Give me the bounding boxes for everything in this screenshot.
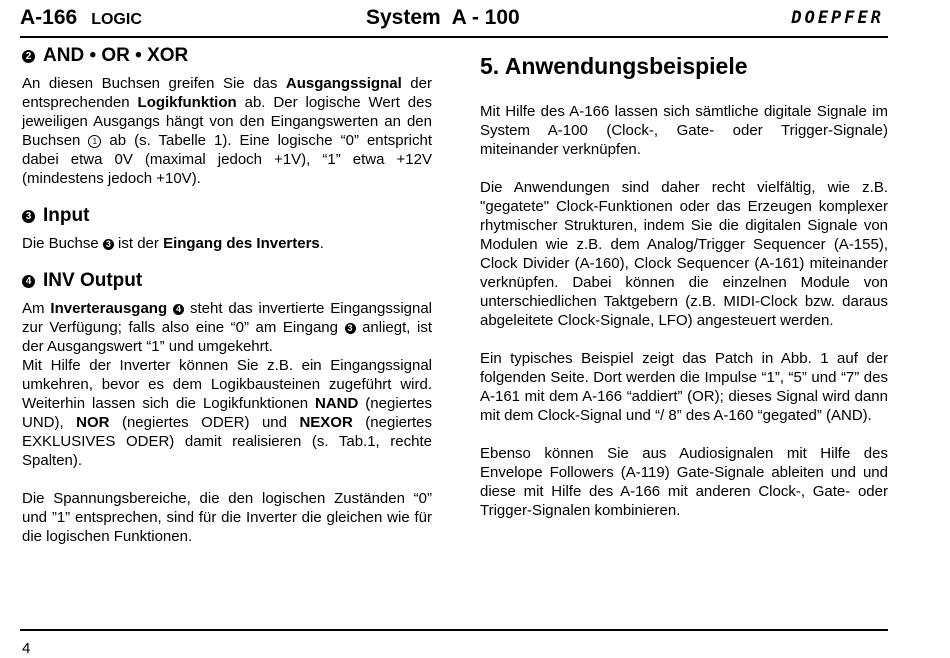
module-number: A-166 bbox=[20, 6, 78, 29]
section-number-badge: 4 bbox=[22, 275, 35, 288]
paragraph-overview: Mit Hilfe des A-166 lassen sich sämtliche digitale Signale im System A-100 (Clock-, Gate- oder Trigger-Signale) miteinander verknüpfen. bbox=[480, 103, 888, 158]
paragraph-input bbox=[22, 234, 432, 253]
section-heading-input bbox=[22, 204, 432, 228]
bold-term: Eingang des Inverters bbox=[163, 235, 320, 252]
bold-term: Ausgangssignal bbox=[285, 75, 402, 92]
text-run: (negiertes UND), bbox=[22, 395, 432, 431]
bold-term: Inverterausgang bbox=[50, 300, 168, 317]
text-run: anliegt, ist der Ausgangswert “1” und umgekehrt. bbox=[22, 319, 432, 355]
text-run: ab. Der logische Wert des jeweiligen Ausgangs hängt von den Eingangswerten an den Buchsen bbox=[22, 94, 432, 149]
section-title: Input bbox=[43, 205, 90, 226]
bold-term: NAND bbox=[315, 395, 359, 412]
section-number-badge: 3 bbox=[22, 210, 35, 223]
inline-number-badge: 4 bbox=[173, 304, 184, 315]
inline-number-badge: 3 bbox=[103, 239, 114, 250]
page-header bbox=[20, 6, 888, 32]
section-title: AND • OR • XOR bbox=[43, 45, 189, 66]
module-name: LOGIC bbox=[91, 11, 142, 28]
text-run: . bbox=[319, 235, 324, 252]
text-run: Die Buchse bbox=[22, 235, 103, 252]
paragraph-voltage-ranges: Die Spannungsbereiche, die den logischen Zuständen “0” und ”1” entsprechen, sind für die Inverter die gleichen wie für die logischen Funktionen. bbox=[22, 490, 432, 545]
section-title: INV Output bbox=[43, 270, 143, 291]
text-run: ist der bbox=[113, 235, 164, 252]
section-heading-and-or-xor bbox=[22, 44, 432, 68]
text-run: An diesen Buchsen greifen Sie das bbox=[22, 75, 286, 92]
page-number: 4 bbox=[22, 640, 31, 657]
text-run: (negiertes ODER) und bbox=[109, 414, 300, 431]
brand-logo: DOEPFER bbox=[791, 8, 884, 28]
text-run: Mit Hilfe der Inverter können Sie z.B. ein Eingangssignal umkehren, bevor es dem Logikbausteinen zugeführt wird. Weiterhin lassen sich die Logikfunktionen bbox=[22, 357, 432, 412]
paragraph-applications: Die Anwendungen sind daher recht vielfältig, wie z.B. "gegatete" Clock-Funktionen oder das Erzeugen komplexer rhytmischer Strukturen, indem Sie die digitalen Signale von Modulen wie z.B. dem Analog/Trigger Sequencer (A-155), Clock Divider (A-160), Clock Sequencer (A-161) miteinander verknüpfen. Dabei können die einzelnen Module von unterschiedlichen Taktgebern (z.B. MIDI-Clock bzw. daraus abgeleitete Clock-Signale, LFO) angesteuert werden. bbox=[480, 179, 888, 329]
paragraph-envelope-follower: Ebenso können Sie aus Audiosignalen mit Hilfe des Envelope Followers (A-119) Gate-Signale ableiten und und diese mit Hilfe des A-166 mit anderen Clock-, Gate- oder Trigger-Signalen kombinieren. bbox=[480, 445, 888, 519]
section-heading-inv-output bbox=[22, 269, 432, 293]
paragraph-inverter-usage bbox=[22, 356, 432, 470]
bold-term: NEXOR bbox=[299, 414, 353, 431]
right-column bbox=[480, 44, 888, 520]
footer-rule bbox=[20, 629, 888, 631]
left-column bbox=[22, 44, 432, 546]
text-run: (negiertes EXKLUSIVES ODER) damit realisieren (s. Tab.1, rechte Spalten). bbox=[22, 414, 432, 469]
paragraph-outputs bbox=[22, 74, 432, 188]
text-run: Am bbox=[22, 300, 51, 317]
text-run: steht das invertierte Eingangssignal zur Verfügung; falls also eine “0” am Eingang bbox=[22, 300, 433, 336]
section-number-badge: 2 bbox=[22, 50, 35, 63]
text-run: der entsprechenden bbox=[22, 75, 432, 111]
system-title: System A - 100 bbox=[366, 6, 520, 29]
bold-term: Logikfunktion bbox=[137, 94, 237, 111]
paragraph-example: Ein typisches Beispiel zeigt das Patch in Abb. 1 auf der folgenden Seite. Dort werden die Impulse “1”, “5” und “7” des A-161 mit dem A-166 “addiert” (OR); dieses Signal wird dann mit dem Clock-Signal und “/ 8” des A-160 “gegated” (AND). bbox=[480, 350, 888, 424]
bold-term: NOR bbox=[76, 414, 110, 431]
chapter-heading: 5. Anwendungsbeispiele bbox=[480, 53, 748, 79]
inline-number-badge: 3 bbox=[345, 323, 356, 334]
text-run: ab (s. Tabelle 1). Eine logische “0” entspricht dabei etwa 0V (maximal jedoch +1V), “1” etwa +12V (mindestens jedoch +10V). bbox=[22, 132, 432, 187]
header-rule bbox=[20, 36, 888, 38]
paragraph-inverter-output bbox=[22, 299, 432, 356]
circled-number: 1 bbox=[88, 135, 101, 148]
module-title bbox=[20, 6, 142, 30]
